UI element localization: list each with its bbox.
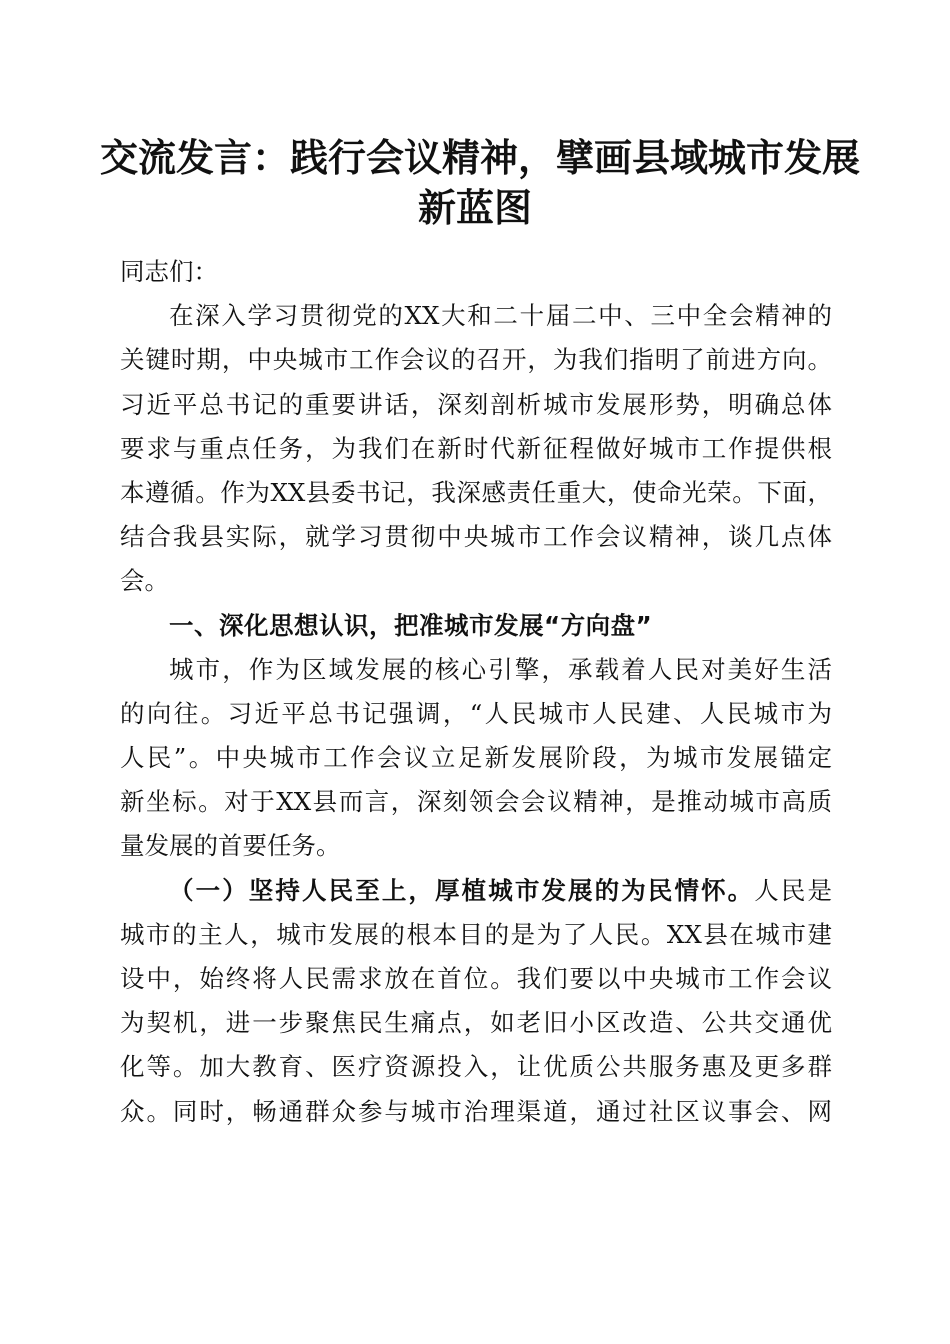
intro-line: 本遵循。作为XX县委书记，我深感责任重大，使命光荣。下面，	[120, 477, 832, 507]
intro-paragraph	[120, 294, 832, 603]
subsection-1-line: 众。同时，畅通群众参与城市治理渠道，通过社区议事会、网	[120, 1096, 832, 1126]
subsection-1-paragraph	[120, 869, 832, 1134]
title-line-2: 新蓝图	[417, 185, 532, 230]
subsection-1-line: 城市的主人，城市发展的根本目的是为了人民。XX县在城市建	[120, 919, 832, 949]
salutation-text: 同志们：	[120, 257, 218, 286]
section-1-paragraph	[120, 648, 832, 869]
section-1-line: 新坐标。对于XX县而言，深刻领会会议精神，是推动城市高质	[120, 787, 832, 817]
intro-line: 结合我县实际，就学习贯彻中央城市工作会议精神，谈几点体	[120, 522, 832, 552]
subsection-1-first-rest: 人民是	[754, 875, 833, 905]
salutation	[120, 250, 832, 294]
section-1-line: 人民”。中央城市工作会议立足新发展阶段，为城市发展锚定	[120, 743, 832, 773]
document-title	[100, 133, 861, 233]
subsection-1-first-line	[120, 869, 832, 913]
section-1-heading-text: 一、深化思想认识，把准城市发展“方向盘”	[169, 610, 653, 640]
section-1-line: 的向往。习近平总书记强调，“人民城市人民建、人民城市为	[120, 698, 832, 728]
intro-line: 关键时期，中央城市工作会议的召开，为我们指明了前进方向。	[120, 345, 832, 375]
section-1-line: 量发展的首要任务。	[120, 831, 341, 861]
section-1-heading	[120, 604, 832, 648]
intro-line: 要求与重点任务，为我们在新时代新征程做好城市工作提供根	[120, 433, 832, 463]
section-1-line: 城市，作为区域发展的核心引擎，承载着人民对美好生活	[169, 654, 832, 684]
subsection-1-line: 为契机，进一步聚焦民生痛点，如老旧小区改造、公共交通优	[120, 1008, 832, 1038]
subsection-1-line: 设中，始终将人民需求放在首位。我们要以中央城市工作会议	[120, 964, 832, 993]
document-body	[120, 250, 832, 1134]
subsection-1-line: 化等。加大教育、医疗资源投入，让优质公共服务惠及更多群	[120, 1052, 832, 1082]
intro-line: 会。	[120, 566, 169, 596]
intro-line: 习近平总书记的重要讲话，深刻剖析城市发展形势，明确总体	[120, 389, 832, 419]
subsection-1-lead: （一）坚持人民至上，厚植城市发展的为民情怀。	[169, 875, 755, 905]
title-line-1: 交流发言：践行会议精神，擘画县域城市发展	[100, 135, 861, 180]
intro-line: 在深入学习贯彻党的XX大和二十届二中、三中全会精神的	[169, 301, 832, 331]
